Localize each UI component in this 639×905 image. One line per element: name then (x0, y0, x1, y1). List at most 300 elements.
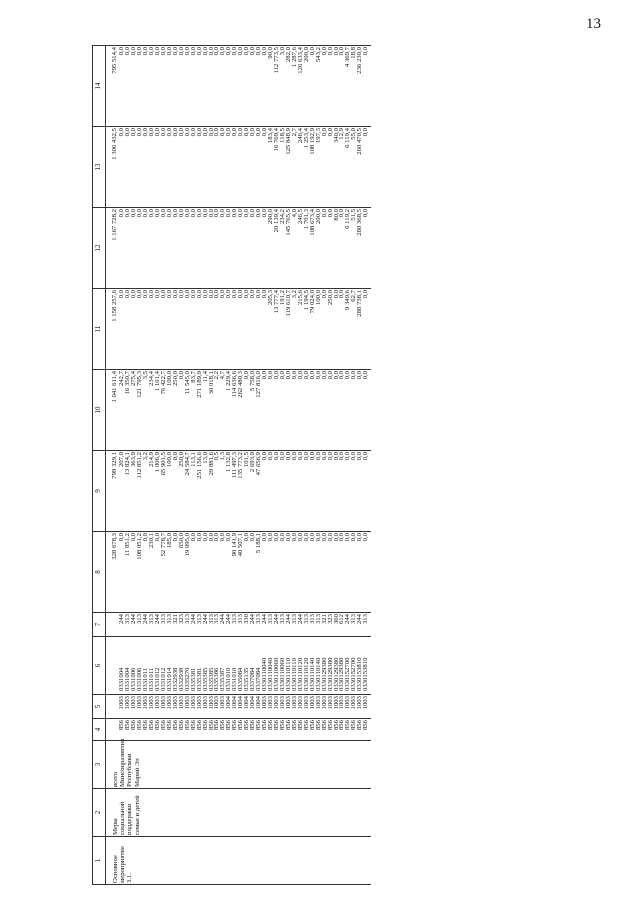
value: 0,0 (131, 532, 137, 613)
grbs-code: 856 (179, 719, 185, 741)
grbs-code: 856 (167, 719, 173, 741)
expense-type: 244 (274, 613, 280, 637)
expense-type: 313 (149, 613, 155, 637)
value: 11 545,0 (185, 370, 191, 451)
grbs-code: 856 (119, 719, 125, 741)
value: 0,0 (185, 127, 191, 208)
column-number: 1 (93, 837, 106, 885)
value: 76 422,7 (161, 370, 167, 451)
value: 0,0 (244, 127, 250, 208)
value: 290,0 (268, 208, 274, 289)
grbs-code: 856 (339, 719, 345, 741)
expense-type: 244 (226, 613, 232, 637)
value: 340,0 (334, 127, 340, 208)
value: 20 139,4 (274, 208, 280, 289)
value: 0,0 (125, 208, 131, 289)
value: 90 141,9 (232, 532, 238, 613)
agency-name: Минсоцразвития Республики Марий Эл (119, 741, 371, 789)
value: 0,0 (268, 451, 274, 532)
expense-type: 244 (191, 613, 197, 637)
target-article: 0331012 (161, 637, 167, 695)
section-code: 1003 (131, 695, 137, 719)
grbs-code: 856 (155, 719, 161, 741)
expense-type: 313 (238, 613, 244, 637)
value: 0,0 (328, 127, 334, 208)
column-number: 9 (93, 451, 106, 532)
value: 1 253,4 (304, 127, 310, 208)
grbs-code: 856 (328, 719, 334, 741)
value: 0,0 (339, 370, 345, 451)
expense-type: 244 (250, 613, 256, 637)
value: 0,0 (322, 532, 328, 613)
value: 0,0 (262, 127, 268, 208)
target-article: 0335381 (197, 637, 203, 695)
value: 0,0 (286, 451, 292, 532)
value: 0,0 (149, 208, 155, 289)
section-code: 1003 (286, 695, 292, 719)
value: 191,2 (280, 289, 286, 370)
grbs-code: 856 (274, 719, 280, 741)
value: 0,0 (304, 532, 310, 613)
column-number: 13 (93, 127, 106, 208)
target-article: 0331004 (119, 637, 125, 695)
value: 0,0 (274, 451, 280, 532)
target-article: 0330153810 (357, 637, 363, 695)
grbs-code: 856 (351, 719, 357, 741)
section-code: 1003 (351, 695, 357, 719)
target-article: 0330152700 (345, 637, 351, 695)
value: 0,0 (119, 127, 125, 208)
value: 0,0 (351, 532, 357, 613)
empty-cell (106, 613, 120, 637)
expense-type: 244 (262, 613, 268, 637)
value: 0,0 (197, 289, 203, 370)
value: 1 132,8 (226, 451, 232, 532)
value: 0,0 (143, 208, 149, 289)
value: 0,0 (250, 532, 256, 613)
target-article: 0330110120 (304, 637, 310, 695)
value: 0,0 (334, 289, 340, 370)
expense-type: 313 (351, 613, 357, 637)
value: 0,0 (155, 289, 161, 370)
value: 0,0 (226, 127, 232, 208)
expense-type: 244 (298, 613, 304, 637)
value: 242,7 (119, 370, 125, 451)
value: 114 636,6 (232, 370, 238, 451)
value: 0,0 (244, 370, 250, 451)
value: 13 824,1 (125, 451, 131, 532)
value: 0,0 (220, 46, 226, 127)
value: 0,0 (119, 208, 125, 289)
value: 0,0 (280, 370, 286, 451)
target-article: 0335270 (185, 637, 191, 695)
value: 246,4 (298, 127, 304, 208)
value: 16 350,7 (125, 370, 131, 451)
target-article: 0330110120 (298, 637, 304, 695)
value: 13,0 (203, 451, 209, 532)
value: 0,0 (310, 532, 316, 613)
value: 650,0 (179, 532, 185, 613)
expense-type: 313 (167, 613, 173, 637)
value: 18,8 (351, 46, 357, 127)
total-value: 799 329,1 (106, 451, 120, 532)
value: 0,0 (119, 46, 125, 127)
target-article: 0330153810 (363, 637, 371, 695)
value: 0,0 (363, 532, 371, 613)
value: 0,5 (214, 451, 220, 532)
value: 0,0 (292, 532, 298, 613)
value: 0,0 (203, 127, 209, 208)
expense-type: 313 (363, 613, 371, 637)
value: 0,0 (220, 289, 226, 370)
section-code: 1003 (119, 695, 125, 719)
value: 90,0 (268, 46, 274, 127)
value: 0,0 (232, 46, 238, 127)
value: 0,0 (310, 451, 316, 532)
value: 0,0 (197, 532, 203, 613)
value: 4,0 (292, 208, 298, 289)
value: 0,0 (256, 208, 262, 289)
value: 0,0 (250, 127, 256, 208)
value: 127 816,0 (256, 370, 262, 451)
value: 0,0 (167, 127, 173, 208)
grbs-code: 856 (125, 719, 131, 741)
target-article: 0330152700 (351, 637, 357, 695)
value: 113,1 (191, 451, 197, 532)
value: 0,0 (197, 208, 203, 289)
grbs-code: 856 (137, 719, 143, 741)
section-code: 1003 (191, 695, 197, 719)
grbs-code: 856 (322, 719, 328, 741)
value: 0,0 (262, 289, 268, 370)
value: 205,3 (268, 289, 274, 370)
value: 0,0 (214, 532, 220, 613)
column-number: 8 (93, 532, 106, 613)
value: 0,0 (322, 46, 328, 127)
grbs-code: 856 (185, 719, 191, 741)
value: 0,0 (173, 46, 179, 127)
target-article: 0331006 (137, 637, 143, 695)
value: 0,0 (161, 289, 167, 370)
value: 0,0 (197, 127, 203, 208)
value: 0,0 (292, 370, 298, 451)
value: 0,0 (244, 532, 250, 613)
value: 183,4 (268, 127, 274, 208)
value: 62,7 (351, 289, 357, 370)
value: 0,0 (357, 370, 363, 451)
section-code: 1003 (339, 695, 345, 719)
value: 0,0 (125, 127, 131, 208)
value: 0,0 (220, 208, 226, 289)
value: 0,0 (262, 208, 268, 289)
target-article: 0335381 (191, 637, 197, 695)
expense-type: 323 (179, 613, 185, 637)
column-number: 4 (93, 719, 106, 741)
value: 0,0 (185, 46, 191, 127)
value: 0,0 (137, 46, 143, 127)
value: 251 156,6 (197, 451, 203, 532)
value: 0,0 (262, 370, 268, 451)
target-article: 0330110060 (280, 637, 286, 695)
value: 6 119,4 (345, 127, 351, 208)
grbs-code: 856 (149, 719, 155, 741)
empty-cell (106, 637, 120, 695)
grbs-code: 856 (232, 719, 238, 741)
value: 101,5 (244, 451, 250, 532)
value: 135 773,2 (238, 451, 244, 532)
expense-type: 244 (357, 613, 363, 637)
value: 0,0 (191, 127, 197, 208)
value: 0,0 (137, 208, 143, 289)
section-code: 1003 (310, 695, 316, 719)
target-article: 0335385 (203, 637, 209, 695)
value: 0,0 (167, 289, 173, 370)
value: 1,3 (220, 451, 226, 532)
value: 80,0 (334, 208, 340, 289)
value: 0,0 (351, 370, 357, 451)
value: 0,0 (226, 208, 232, 289)
value: 0,0 (173, 127, 179, 208)
value: 0,0 (149, 46, 155, 127)
expense-type: 313 (280, 613, 286, 637)
value: 3,0 (280, 46, 286, 127)
value: 0,0 (256, 46, 262, 127)
total-label: всего (106, 741, 120, 789)
value: 0,0 (298, 370, 304, 451)
expense-type: 313 (304, 613, 310, 637)
value: 271 189,9 (197, 370, 203, 451)
section-code: 1003 (197, 695, 203, 719)
value: 0,0 (232, 127, 238, 208)
value: 197,3 (316, 127, 322, 208)
value: 0,0 (322, 289, 328, 370)
expense-type: 313 (292, 613, 298, 637)
section-code: 1004 (238, 695, 244, 719)
value: 0,0 (125, 46, 131, 127)
value: 0,0 (155, 208, 161, 289)
value: 5 188,1 (256, 532, 262, 613)
value: 1 161,4 (155, 370, 161, 451)
value: 214,9 (149, 451, 155, 532)
value: 0,0 (167, 46, 173, 127)
value: 0,0 (345, 370, 351, 451)
section-code: 1003 (363, 695, 371, 719)
measure-description: Меры социальной поддержки семьи и детей (106, 789, 372, 837)
total-value: 1 158 257,6 (106, 289, 120, 370)
section-code: 1004 (226, 695, 232, 719)
value: 119 610,7 (286, 289, 292, 370)
target-article: 0331014 (167, 637, 173, 695)
section-code: 1004 (256, 695, 262, 719)
value: 0,0 (191, 289, 197, 370)
value: 280 368,5 (357, 208, 363, 289)
value: 0,0 (268, 532, 274, 613)
value: 65 901,5 (161, 451, 167, 532)
target-article: 0330129380 (322, 637, 328, 695)
value: 0,0 (131, 208, 137, 289)
grbs-code: 856 (316, 719, 322, 741)
table-body (106, 46, 372, 885)
value: 0,0 (262, 532, 268, 613)
target-article: 0337084 (256, 637, 262, 695)
value: 0,0 (262, 46, 268, 127)
value: 0,0 (363, 127, 371, 208)
value: 121 795,3 (137, 370, 143, 451)
grbs-code: 856 (345, 719, 351, 741)
target-article: 0330110110 (292, 637, 298, 695)
rotated-table-area (92, 45, 612, 885)
target-article: 0330129380 (339, 637, 345, 695)
section-code: 1004 (250, 695, 256, 719)
value: 0,0 (322, 451, 328, 532)
value: 207,0 (119, 451, 125, 532)
value: 288 738,1 (357, 289, 363, 370)
grbs-code: 856 (238, 719, 244, 741)
target-article: 0330110140 (316, 637, 322, 695)
section-code: 1003 (268, 695, 274, 719)
value: 0,0 (345, 451, 351, 532)
expense-type: 612 (339, 613, 345, 637)
section-code: 1003 (161, 695, 167, 719)
expense-type: 323 (328, 613, 334, 637)
value: 0,0 (143, 46, 149, 127)
value: 275,4 (131, 370, 137, 451)
section-code: 1003 (173, 695, 179, 719)
grbs-code: 856 (173, 719, 179, 741)
expense-type: 244 (286, 613, 292, 637)
value: 3,2 (292, 289, 298, 370)
total-value: 328 678,3 (106, 532, 120, 613)
column-number: 14 (93, 46, 106, 127)
grbs-code: 856 (334, 719, 340, 741)
value: 4 369,7 (345, 46, 351, 127)
grbs-code: 856 (203, 719, 209, 741)
grbs-code: 856 (226, 719, 232, 741)
column-number: 2 (93, 789, 106, 837)
value: 51,5 (351, 208, 357, 289)
value: 0,0 (125, 289, 131, 370)
target-article: 0337084 (250, 637, 256, 695)
value: 0,0 (209, 208, 215, 289)
value: 0,0 (203, 46, 209, 127)
section-code: 1003 (345, 695, 351, 719)
table-header (93, 46, 106, 885)
grbs-code: 856 (214, 719, 220, 741)
expense-type: 313 (137, 613, 143, 637)
grbs-code: 856 (363, 719, 371, 741)
grbs-code: 856 (244, 719, 250, 741)
value: 0,0 (131, 289, 137, 370)
expense-type: 313 (125, 613, 131, 637)
section-code: 1003 (179, 695, 185, 719)
target-article: 0330110040 (262, 637, 268, 695)
value: 0,0 (214, 46, 220, 127)
value: 55,0 (351, 127, 357, 208)
value: 0,0 (238, 289, 244, 370)
value: 0,0 (143, 127, 149, 208)
value: 0,0 (363, 451, 371, 532)
value: 0,0 (280, 451, 286, 532)
value: 0,0 (214, 289, 220, 370)
value: 0,0 (143, 289, 149, 370)
value: 145 765,5 (286, 208, 292, 289)
section-code: 1003 (334, 695, 340, 719)
value: 0,0 (244, 289, 250, 370)
section-code: 1003 (203, 695, 209, 719)
expense-type: 313 (316, 613, 322, 637)
value: 4,7 (220, 370, 226, 451)
section-code: 1003 (143, 695, 149, 719)
value: 1 287,6 (292, 46, 298, 127)
section-code: 1003 (185, 695, 191, 719)
section-code: 1003 (292, 695, 298, 719)
value: 0,0 (328, 451, 334, 532)
value: 108 192,9 (310, 127, 316, 208)
target-article: 0335084 (238, 637, 244, 695)
column-number: 5 (93, 695, 106, 719)
expense-type: 313 (185, 613, 191, 637)
expense-type: 313 (310, 613, 316, 637)
value: 0,0 (161, 46, 167, 127)
target-article: 0335387 (220, 637, 226, 695)
value: 0,0 (339, 532, 345, 613)
value: 0,0 (155, 127, 161, 208)
value: 0,0 (256, 289, 262, 370)
value: 0,0 (316, 451, 322, 532)
measure-name: Основное мероприятие 3.1. (106, 837, 372, 885)
value: 200,0 (316, 208, 322, 289)
grbs-code: 856 (268, 719, 274, 741)
value: 0,0 (191, 46, 197, 127)
section-code: 1003 (357, 695, 363, 719)
value: 0,0 (304, 370, 310, 451)
value: 543,2 (316, 46, 322, 127)
value: 0,0 (214, 127, 220, 208)
grbs-code: 856 (256, 719, 262, 741)
value: 250,0 (179, 451, 185, 532)
target-article: 0335135 (244, 637, 250, 695)
section-code: 1003 (125, 695, 131, 719)
value: 262 480,3 (238, 370, 244, 451)
target-article: 0331012 (155, 637, 161, 695)
value: 0,0 (119, 532, 125, 613)
value: 0,0 (226, 46, 232, 127)
value: 0,0 (286, 370, 292, 451)
value: 0,0 (357, 532, 363, 613)
section-code: 1003 (167, 695, 173, 719)
target-article: 0331011 (149, 637, 155, 695)
value: 185,0 (167, 532, 173, 613)
value: 2,7 (292, 127, 298, 208)
value: 0,0 (345, 532, 351, 613)
page-number: 13 (586, 16, 601, 32)
value: 0,0 (155, 46, 161, 127)
value: 0,0 (304, 451, 310, 532)
value: 0,0 (363, 289, 371, 370)
value: 13 777,4 (274, 289, 280, 370)
target-article: 0331010 (226, 637, 232, 695)
value: 0,0 (173, 532, 179, 613)
value: 0,0 (351, 451, 357, 532)
value: 0,0 (173, 289, 179, 370)
value: 0,0 (298, 532, 304, 613)
expense-type: 244 (203, 613, 209, 637)
value: 0,0 (173, 451, 179, 532)
value: 0,0 (137, 289, 143, 370)
section-code: 1003 (280, 695, 286, 719)
value: 0,0 (244, 208, 250, 289)
value: 83,7 (191, 370, 197, 451)
